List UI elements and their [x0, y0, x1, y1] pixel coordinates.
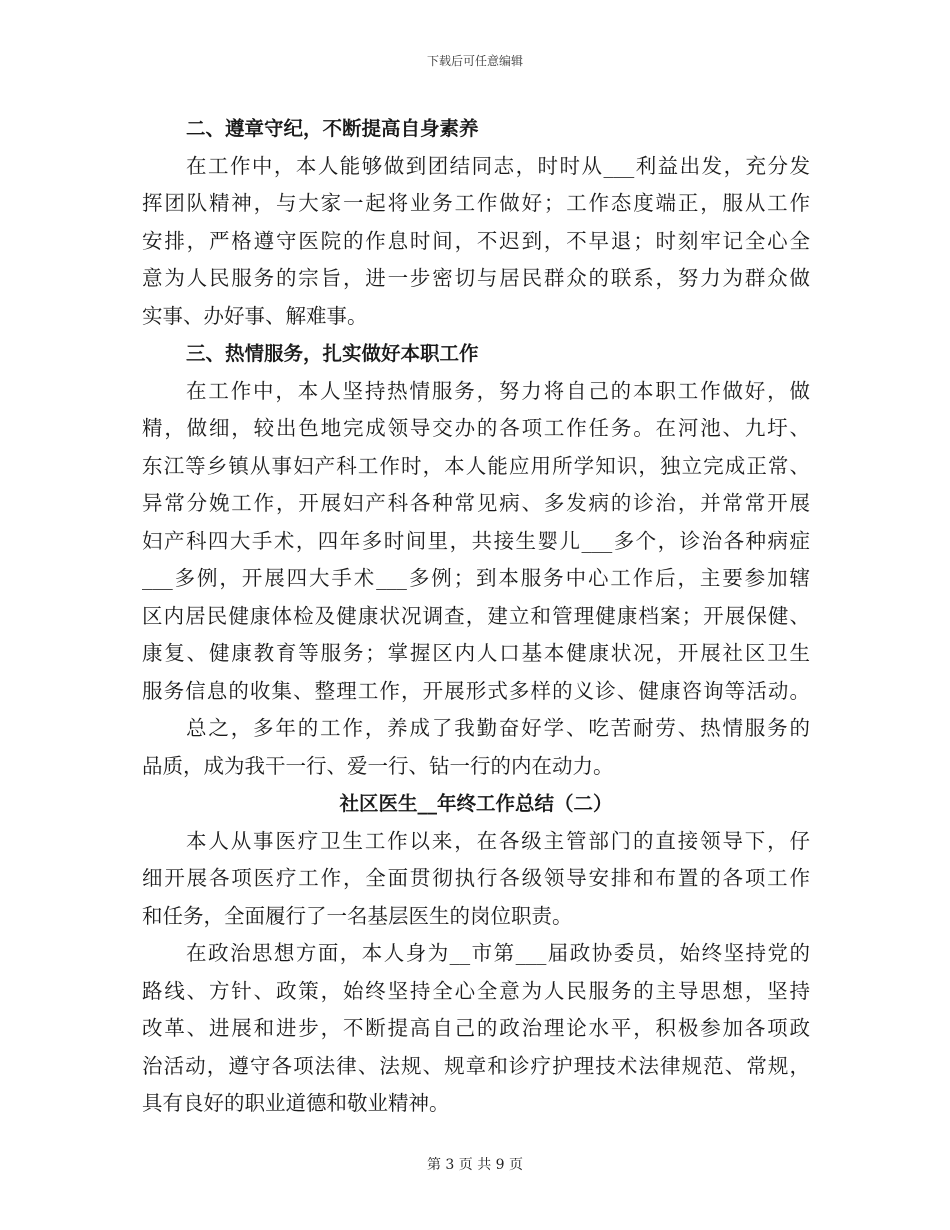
paragraph-line: 在政治思想方面，本人身为__市第___届政协委员，始终坚持党的	[186, 941, 810, 965]
paragraph-line: 东江等乡镇从事妇产科工作时，本人能应用所学知识，独立完成正常、	[142, 453, 810, 478]
paragraph-line: ___多例，开展四大手术___多例；到本服务中心工作后，主要参加辖	[142, 566, 810, 590]
paragraph-line: 区内居民健康体检及健康状况调查，建立和管理健康档案；开展保健、	[142, 603, 810, 628]
document-subtitle: 社区医生__年终工作总结（二）	[339, 792, 613, 815]
document-body	[142, 110, 810, 1123]
paragraph-line: 异常分娩工作，开展妇产科各种常见病、多发病的诊治，并常常开展	[142, 491, 810, 515]
section-heading-3: 三、热情服务，扎实做好本职工作	[186, 342, 479, 365]
page-number: 第 3 页 共 9 页	[426, 1157, 524, 1173]
paragraph-line: 安排，严格遵守医院的作息时间，不迟到，不早退；时刻牢记全心全	[142, 228, 810, 253]
paragraph-line: 和任务，全面履行了一名基层医生的岗位职责。	[142, 903, 573, 928]
paragraph-line: 实事、办好事、解难事。	[142, 303, 368, 328]
paragraph-line: 改革、进展和进步，不断提高自己的政治理论水平，积极参加各项政	[142, 1016, 810, 1040]
paragraph-line: 品质，成为我干一行、爱一行、钻一行的内在动力。	[142, 753, 614, 778]
paragraph-line: 在工作中，本人能够做到团结同志，时时从___利益出发，充分发	[186, 153, 810, 178]
section-heading-2: 二、遵章守纪，不断提高自身素养	[186, 117, 479, 140]
paragraph-line: 康复、健康教育等服务；掌握区内人口基本健康状况，开展社区卫生	[142, 641, 810, 665]
paragraph-line: 路线、方针、政策，始终坚持全心全意为人民服务的主导思想，坚持	[142, 978, 810, 1003]
paragraph-line: 本人从事医疗卫生工作以来，在各级主管部门的直接领导下，仔	[186, 828, 810, 853]
paragraph-line: 意为人民服务的宗旨，进一步密切与居民群众的联系，努力为群众做	[142, 266, 810, 290]
paragraph-line: 细开展各项医疗工作，全面贯彻执行各级领导安排和布置的各项工作	[142, 866, 810, 890]
paragraph-line: 精，做细，较出色地完成领导交办的各项工作任务。在河池、九圩、	[142, 416, 810, 440]
paragraph-line: 在工作中，本人坚持热情服务，努力将自己的本职工作做好，做	[186, 378, 810, 403]
paragraph-line: 具有良好的职业道德和敬业精神。	[142, 1091, 450, 1115]
paragraph-line: 挥团队精神，与大家一起将业务工作做好；工作态度端正，服从工作	[142, 191, 810, 215]
paragraph-line: 治活动，遵守各项法律、法规、规章和诊疗护理技术法律规范、常规，	[142, 1053, 810, 1078]
paragraph-line: 妇产科四大手术，四年多时间里，共接生婴儿___多个，诊治各种病症	[142, 528, 810, 553]
paragraph-line: 服务信息的收集、整理工作，开展形式多样的义诊、健康咨询等活动。	[142, 678, 810, 703]
paragraph-line: 总之，多年的工作，养成了我勤奋好学、吃苦耐劳、热情服务的	[186, 716, 810, 740]
page-header-note: 下载后可任意编辑	[426, 54, 523, 68]
